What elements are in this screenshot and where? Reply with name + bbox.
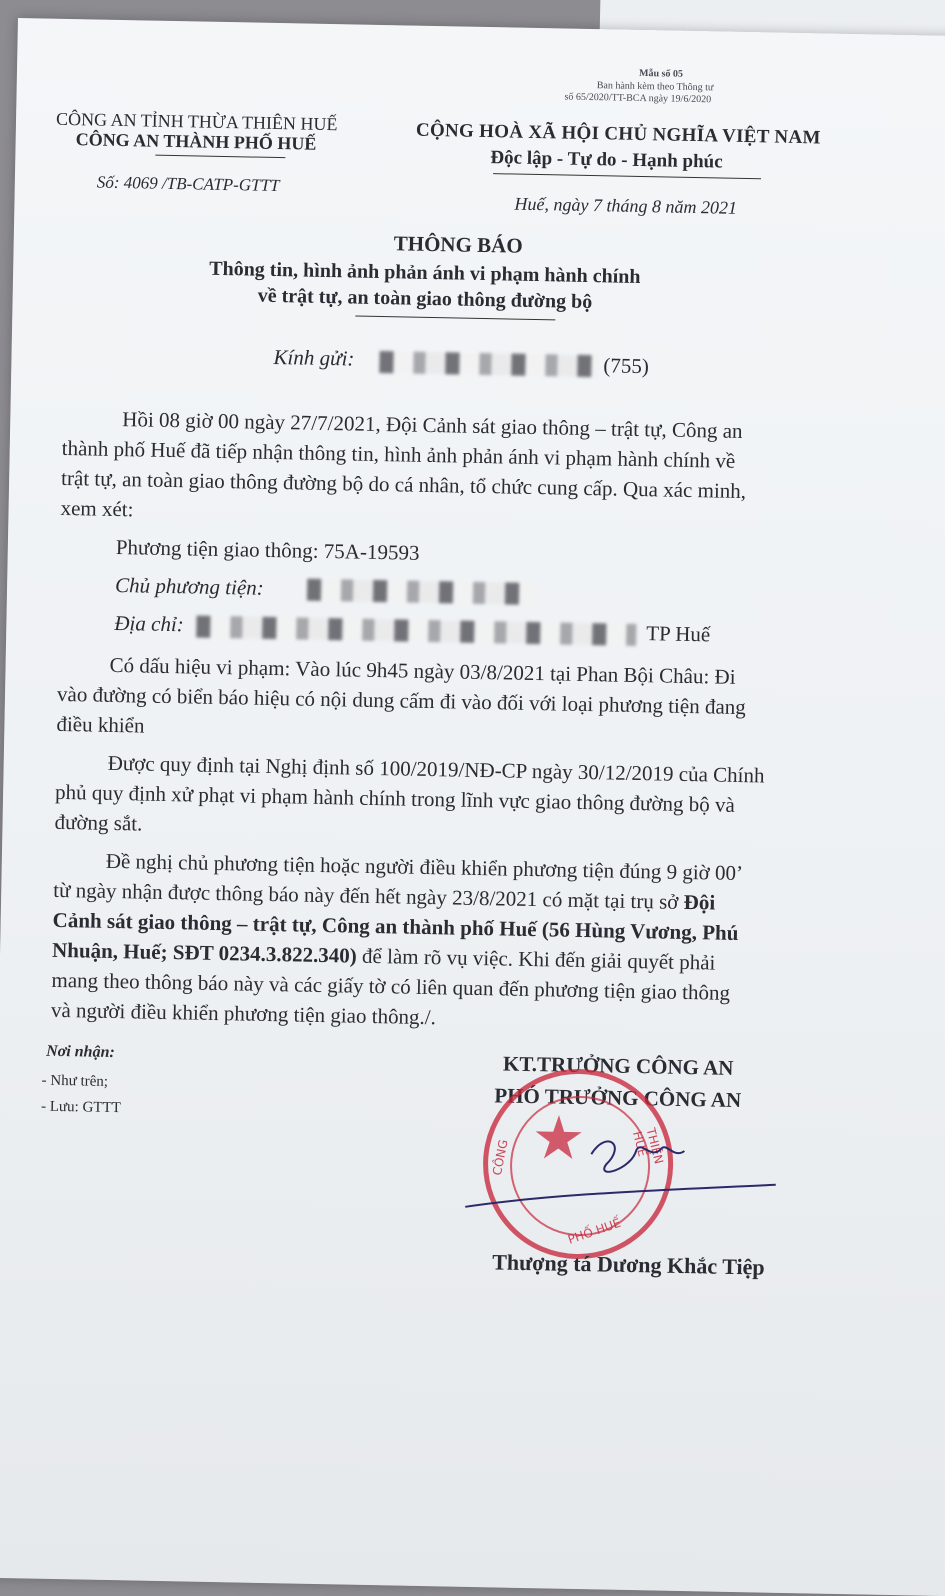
- title-underline: [355, 316, 555, 321]
- recipient-label: Kính gửi:: [273, 344, 355, 371]
- para4-line5: mang theo thông báo này và các giấy tờ có liên quan đến phương tiện giao thông: [51, 967, 731, 1005]
- recipients-item-1: - Như trên;: [41, 1072, 109, 1090]
- owner-label: Chủ phương tiện:: [114, 572, 264, 600]
- para4-line1: Đề nghị chủ phương tiện hoặc người điều khiển phương tiện đúng 9 giờ 00’: [105, 848, 744, 886]
- para3-line3: đường sắt.: [54, 809, 143, 836]
- place-date: Huế, ngày 7 tháng 8 năm 2021: [514, 193, 738, 218]
- para2-line3: điều khiển: [56, 711, 145, 738]
- handwritten-signature: [455, 1117, 787, 1233]
- para2-line1: Có dấu hiệu vi phạm: Vào lúc 9h45 ngày 03/8/2021 tại Phan Bội Châu: Đi: [109, 652, 736, 689]
- signature-title-2: PHÓ TRƯỞNG CÔNG AN: [494, 1083, 742, 1113]
- signer-name: Thượng tá Dương Khắc Tiệp: [491, 1249, 765, 1280]
- recipients-heading: Nơi nhận:: [46, 1042, 115, 1062]
- document-number: Số: 4069 /TB-CATP-GTTT: [96, 172, 280, 196]
- document-page: [0, 18, 945, 1596]
- para1-line2: thành phố Huế đã tiếp nhận thông tin, hình ảnh phản ánh vi phạm hành chính về: [61, 435, 736, 473]
- address-label: Địa chỉ:: [114, 610, 185, 637]
- redacted-address: [196, 616, 636, 646]
- redacted-recipient: [379, 351, 599, 377]
- agency-parent: CÔNG AN TỈNH THỪA THIÊN HUẾ: [55, 108, 338, 135]
- para1-line1: Hồi 08 giờ 00 ngày 27/7/2021, Đội Cảnh sát giao thông – trật tự, Công an: [122, 407, 743, 443]
- para4-line2-bold: Đội: [683, 889, 716, 915]
- seal-text-right: THIÊN HUẾ: [630, 1126, 666, 1166]
- para1-line3: trật tự, an toàn giao thông đường bộ do cá nhân, tổ chức cung cấp. Qua xác minh,: [60, 465, 747, 504]
- notice-subtitle-1: Thông tin, hình ảnh phản ánh vi phạm hành chính: [209, 257, 641, 288]
- seal-text-left: CÔNG: [489, 1138, 511, 1177]
- seal-text-bottom: PHỐ HUẾ: [566, 1215, 623, 1247]
- para4-line4-text: để làm rõ vụ việc. Khi đến giải quyết phải: [361, 943, 716, 975]
- agency-name: CÔNG AN THÀNH PHỐ HUẾ: [75, 129, 317, 154]
- para4-line4-bold: Nhuận, Huế; SĐT 0234.3.822.340): [51, 937, 358, 968]
- signature-title-1: KT.TRƯỞNG CÔNG AN: [502, 1051, 734, 1080]
- form-issued-line-1: Ban hành kèm theo Thông tư: [596, 80, 714, 94]
- para1-line4: xem xét:: [60, 495, 134, 522]
- form-issued-line-2: số 65/2020/TT-BCA ngày 19/6/2020: [564, 91, 712, 106]
- notice-subtitle-2: về trật tự, an toàn giao thông đường bộ: [257, 284, 593, 314]
- recipient-code: (755): [603, 353, 650, 379]
- para4-line6: và người điều khiển phương tiện giao thông./.: [50, 997, 437, 1030]
- para4-line3: Cảnh sát giao thông – trật tự, Công an thành phố Huế (56 Hùng Vương, Phú: [52, 907, 739, 945]
- agency-underline: [155, 155, 285, 158]
- para4-line2-text: từ ngày nhận được thông báo này đến hết ngày 23/8/2021 có mặt tại trụ sở: [53, 877, 679, 914]
- motto-underline: [493, 173, 761, 179]
- address-city: TP Huế: [646, 621, 711, 647]
- vehicle-plate: Phương tiện giao thông: 75A-19593: [115, 534, 420, 565]
- redacted-owner: [307, 579, 537, 605]
- form-number: Mẫu số 05: [638, 67, 684, 80]
- seal-star-icon: ★: [530, 1103, 587, 1175]
- para3-line2: phủ quy định xử phạt vi phạm hành chính trong lĩnh vực giao thông đường bộ và: [54, 779, 736, 817]
- notice-title: THÔNG BÁO: [393, 231, 523, 258]
- nation-title: CỘNG HOÀ XÃ HỘI CHỦ NGHĨA VIỆT NAM: [415, 119, 821, 149]
- nation-motto: Độc lập - Tự do - Hạnh phúc: [490, 147, 723, 173]
- para3-line1: Được quy định tại Nghị định số 100/2019/NĐ-CP ngày 30/12/2019 của Chính: [107, 750, 765, 788]
- recipients-item-2: - Lưu: GTTT: [40, 1098, 122, 1117]
- para2-line2: vào đường có biển báo hiệu có nội dung cấm đi vào đối với loại phương tiện đang: [56, 681, 746, 720]
